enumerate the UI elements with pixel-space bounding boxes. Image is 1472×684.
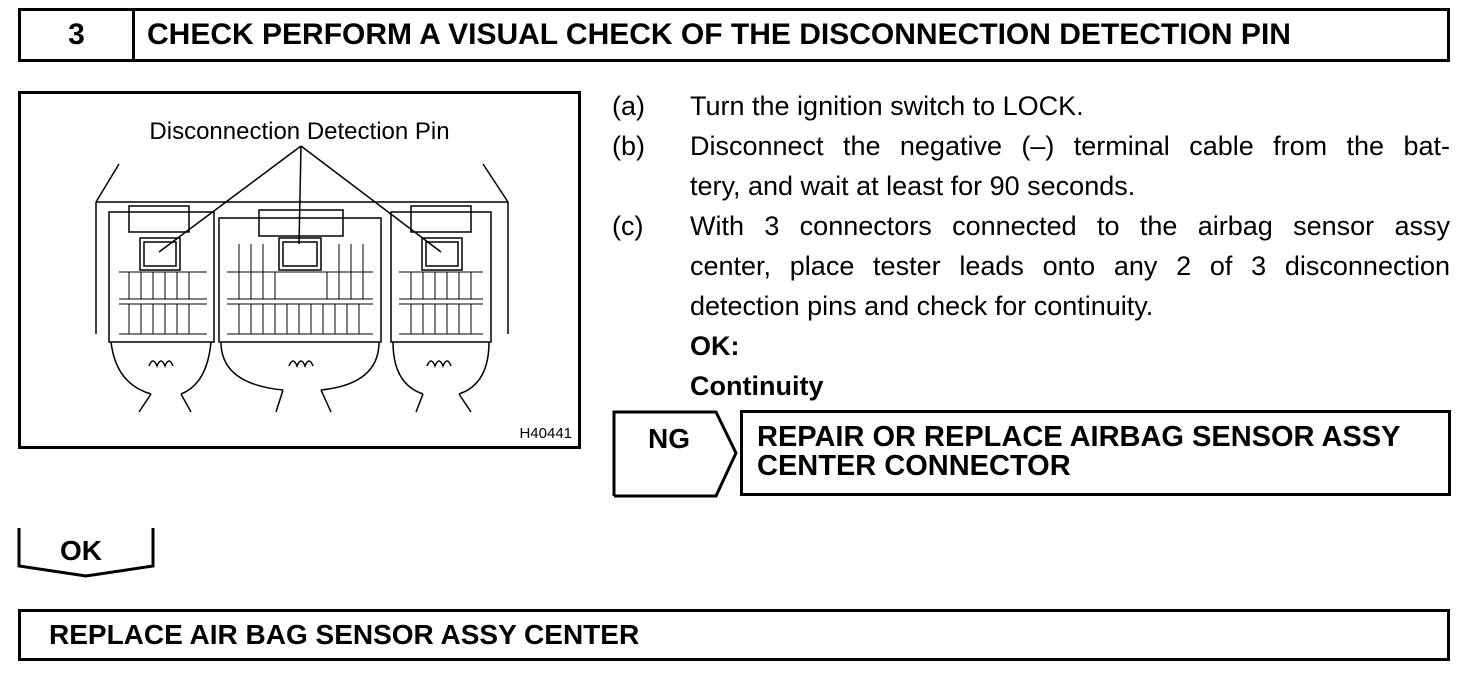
step-label: (c) [612, 211, 644, 241]
connector-illustration [21, 94, 578, 446]
ng-result-line: CENTER CONNECTOR [757, 450, 1071, 482]
connector-diagram [18, 91, 581, 449]
ok-arrow-label: OK [60, 535, 102, 566]
step-line: center, place tester leads onto any 2 of 3 disconnection [690, 251, 1450, 281]
figure-code: H40441 [519, 425, 572, 442]
step-label: (a) [612, 91, 645, 121]
step-line: With 3 connectors connected to the airbag sensor assy [690, 211, 1450, 241]
ok-condition-label: OK: [690, 331, 740, 361]
ng-result-text [757, 423, 1400, 481]
step-header [18, 8, 1450, 62]
step-text [690, 206, 1450, 326]
ng-result-line: REPAIR OR REPLACE AIRBAG SENSOR ASSY [757, 421, 1401, 453]
ok-condition-value: Continuity [690, 371, 824, 401]
step-label: (b) [612, 131, 645, 161]
final-action-box [18, 609, 1450, 661]
step-line: detection pins and check for continuity. [690, 291, 1154, 321]
step-text [690, 126, 1450, 206]
step-title: CHECK PERFORM A VISUAL CHECK OF THE DISCONNECTION DETECTION PIN [147, 18, 1291, 51]
step-number: 3 [21, 11, 135, 59]
ng-label: NG [648, 423, 690, 454]
final-action-text: REPLACE AIR BAG SENSOR ASSY CENTER [49, 619, 640, 650]
step-text [690, 86, 1450, 126]
step-line: Turn the ignition switch to LOCK. [690, 91, 1084, 121]
figure-label: Disconnection Detection Pin [149, 118, 450, 145]
step-line: tery, and wait at least for 90 seconds. [690, 171, 1136, 201]
step-line: Disconnect the negative (–) terminal cable from the bat- [690, 131, 1450, 161]
ng-result-box [740, 410, 1451, 496]
